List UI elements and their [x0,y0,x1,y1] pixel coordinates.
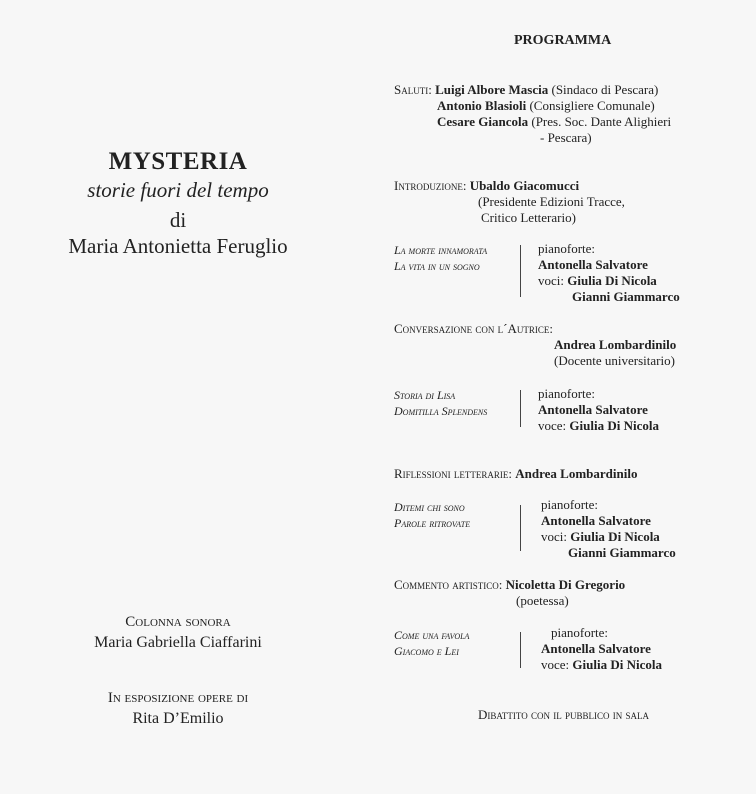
block1-piano-label: pianoforte: [538,241,596,256]
colonna-sonora-label: Colonna sonora [125,614,231,630]
riflessioni-label: Riflessioni letterarie: [394,466,513,481]
block3-voice-name: Giulia Di Nicola [570,529,660,544]
block4-voice-row [541,657,662,673]
saluti-role: (Pres. Soc. Dante Alighieri [528,114,672,129]
colonna-sonora-name: Maria Gabriella Ciaffarini [94,634,262,651]
block3-piano-name: Antonella Salvatore [541,513,651,528]
conversazione-label: Conversazione con l´Autrice: [394,321,553,336]
riflessioni-row [394,466,637,482]
block1-divider [520,245,521,297]
block2-voice-row [538,418,659,434]
esposizione-label: In esposizione opere di [107,690,249,706]
block3-voice-name-2: Gianni Giammarco [568,545,676,560]
author-prefix: di [169,208,187,232]
block1-title-1: La morte innamorata [394,243,488,257]
programma-heading: PROGRAMMA [514,33,612,48]
block3-title-2: Parole ritrovate [394,516,471,530]
block4-piano-name: Antonella Salvatore [541,641,651,656]
event-subtitle: storie fuori del tempo [87,178,269,202]
event-title: MYSTERIA [108,148,248,175]
conversazione-role: (Docente universitario) [554,353,675,368]
block3-voice-row [541,529,660,545]
intro-role-1: (Presidente Edizioni Tracce, [478,194,625,209]
author-name: Maria Antonietta Feruglio [68,234,288,258]
saluti-role: (Sindaco di Pescara) [548,82,659,97]
block4-title-2: Giacomo e Lei [394,644,459,658]
intro-name: Ubaldo Giacomucci [469,178,580,193]
block3-voice-label: voci: [541,529,567,544]
saluti-name: Cesare Giancola [437,114,529,129]
block2-title-2: Domitilla Splendens [394,404,488,418]
block2-divider [520,390,521,427]
saluti-name: Luigi Albore Mascia [435,82,549,97]
commento-role: (poetessa) [516,593,569,608]
commento-row [394,577,625,593]
block4-voice-label: voce: [541,657,570,672]
intro-label: Introduzione: [394,178,467,193]
saluti-label: Saluti: [394,82,432,97]
block3-divider [520,505,521,551]
block2-title-1: Storia di Lisa [394,388,456,402]
block4-voice-name: Giulia Di Nicola [572,657,662,672]
block3-title-1: Ditemi chi sono [394,500,465,514]
block2-piano-label: pianoforte: [538,386,596,401]
block4-divider [520,632,521,668]
block2-voice-label: voce: [538,418,567,433]
block2-piano-name: Antonella Salvatore [538,402,648,417]
dibattito-line: Dibattito con il pubblico in sala [478,707,649,722]
saluti-row-3 [437,114,671,130]
block1-voice-row [538,273,657,289]
riflessioni-name: Andrea Lombardinilo [515,466,638,481]
saluti-name: Antonio Blasioli [437,98,527,113]
block4-title-1: Come una favola [394,628,470,642]
commento-name: Nicoletta Di Gregorio [505,577,626,592]
block1-voice-name: Giulia Di Nicola [567,273,657,288]
saluti-row-3-cont: - Pescara) [540,130,592,145]
saluti-role: (Consigliere Comunale) [526,98,655,113]
block1-piano-name: Antonella Salvatore [538,257,648,272]
intro-role-2: Critico Letterario) [481,210,576,225]
block1-voice-name-2: Gianni Giammarco [572,289,680,304]
block1-voice-label: voci: [538,273,564,288]
saluti-row-1 [394,82,658,98]
block1-title-2: La vita in un sogno [394,259,480,273]
esposizione-name: Rita D’Emilio [132,710,224,727]
block2-voice-name: Giulia Di Nicola [569,418,659,433]
block4-piano-label: pianoforte: [551,625,609,640]
commento-label: Commento artistico: [394,577,503,592]
conversazione-name: Andrea Lombardinilo [554,337,677,352]
intro-row [394,178,579,194]
saluti-row-2 [437,98,655,114]
block3-piano-label: pianoforte: [541,497,599,512]
